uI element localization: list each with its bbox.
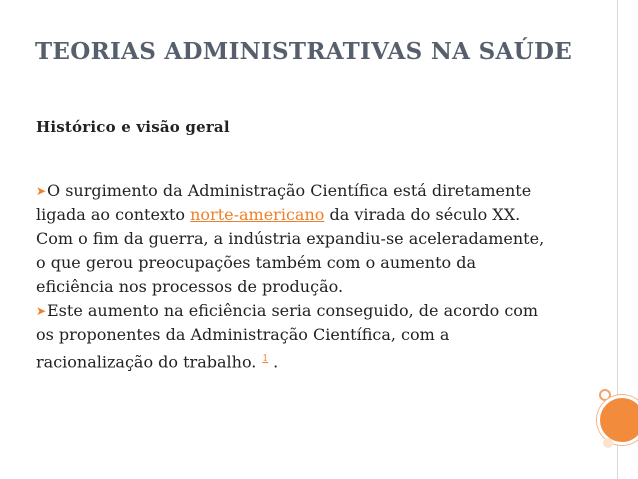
decorative-faint-circle [603, 438, 613, 448]
bullet-paragraph-1 [36, 179, 556, 299]
bullet-paragraph-2 [36, 299, 556, 374]
paragraph-1-text-end: da virada do século XX. Com o fim da guerra, a indústria expandiu-se aceleradamente, o que gerou preocupações também com o aumento da eficiência nos processos de produção. [36, 205, 545, 296]
slide-title: TEORIAS ADMINISTRATIVAS NA SAÚDE [35, 38, 573, 65]
norte-americano-link[interactable]: norte-americano [190, 205, 325, 224]
paragraph-1-text: O surgimento da Administração Científica está diretamente ligada ao contexto [36, 181, 532, 224]
slide-subtitle: Histórico e visão geral [36, 118, 230, 136]
decorative-orange-circle [597, 395, 638, 445]
slide-body [36, 179, 556, 374]
paragraph-2-text: Este aumento na eficiência seria conseguido, de acordo com os proponentes da Administração Científica, com a racionalização do trabalho. [36, 301, 539, 372]
footnote-link[interactable]: 1 [262, 354, 269, 364]
bullet-arrow-icon: ➤ [36, 304, 47, 318]
bullet-arrow-icon: ➤ [36, 184, 47, 198]
paragraph-2-end: . [273, 352, 279, 372]
